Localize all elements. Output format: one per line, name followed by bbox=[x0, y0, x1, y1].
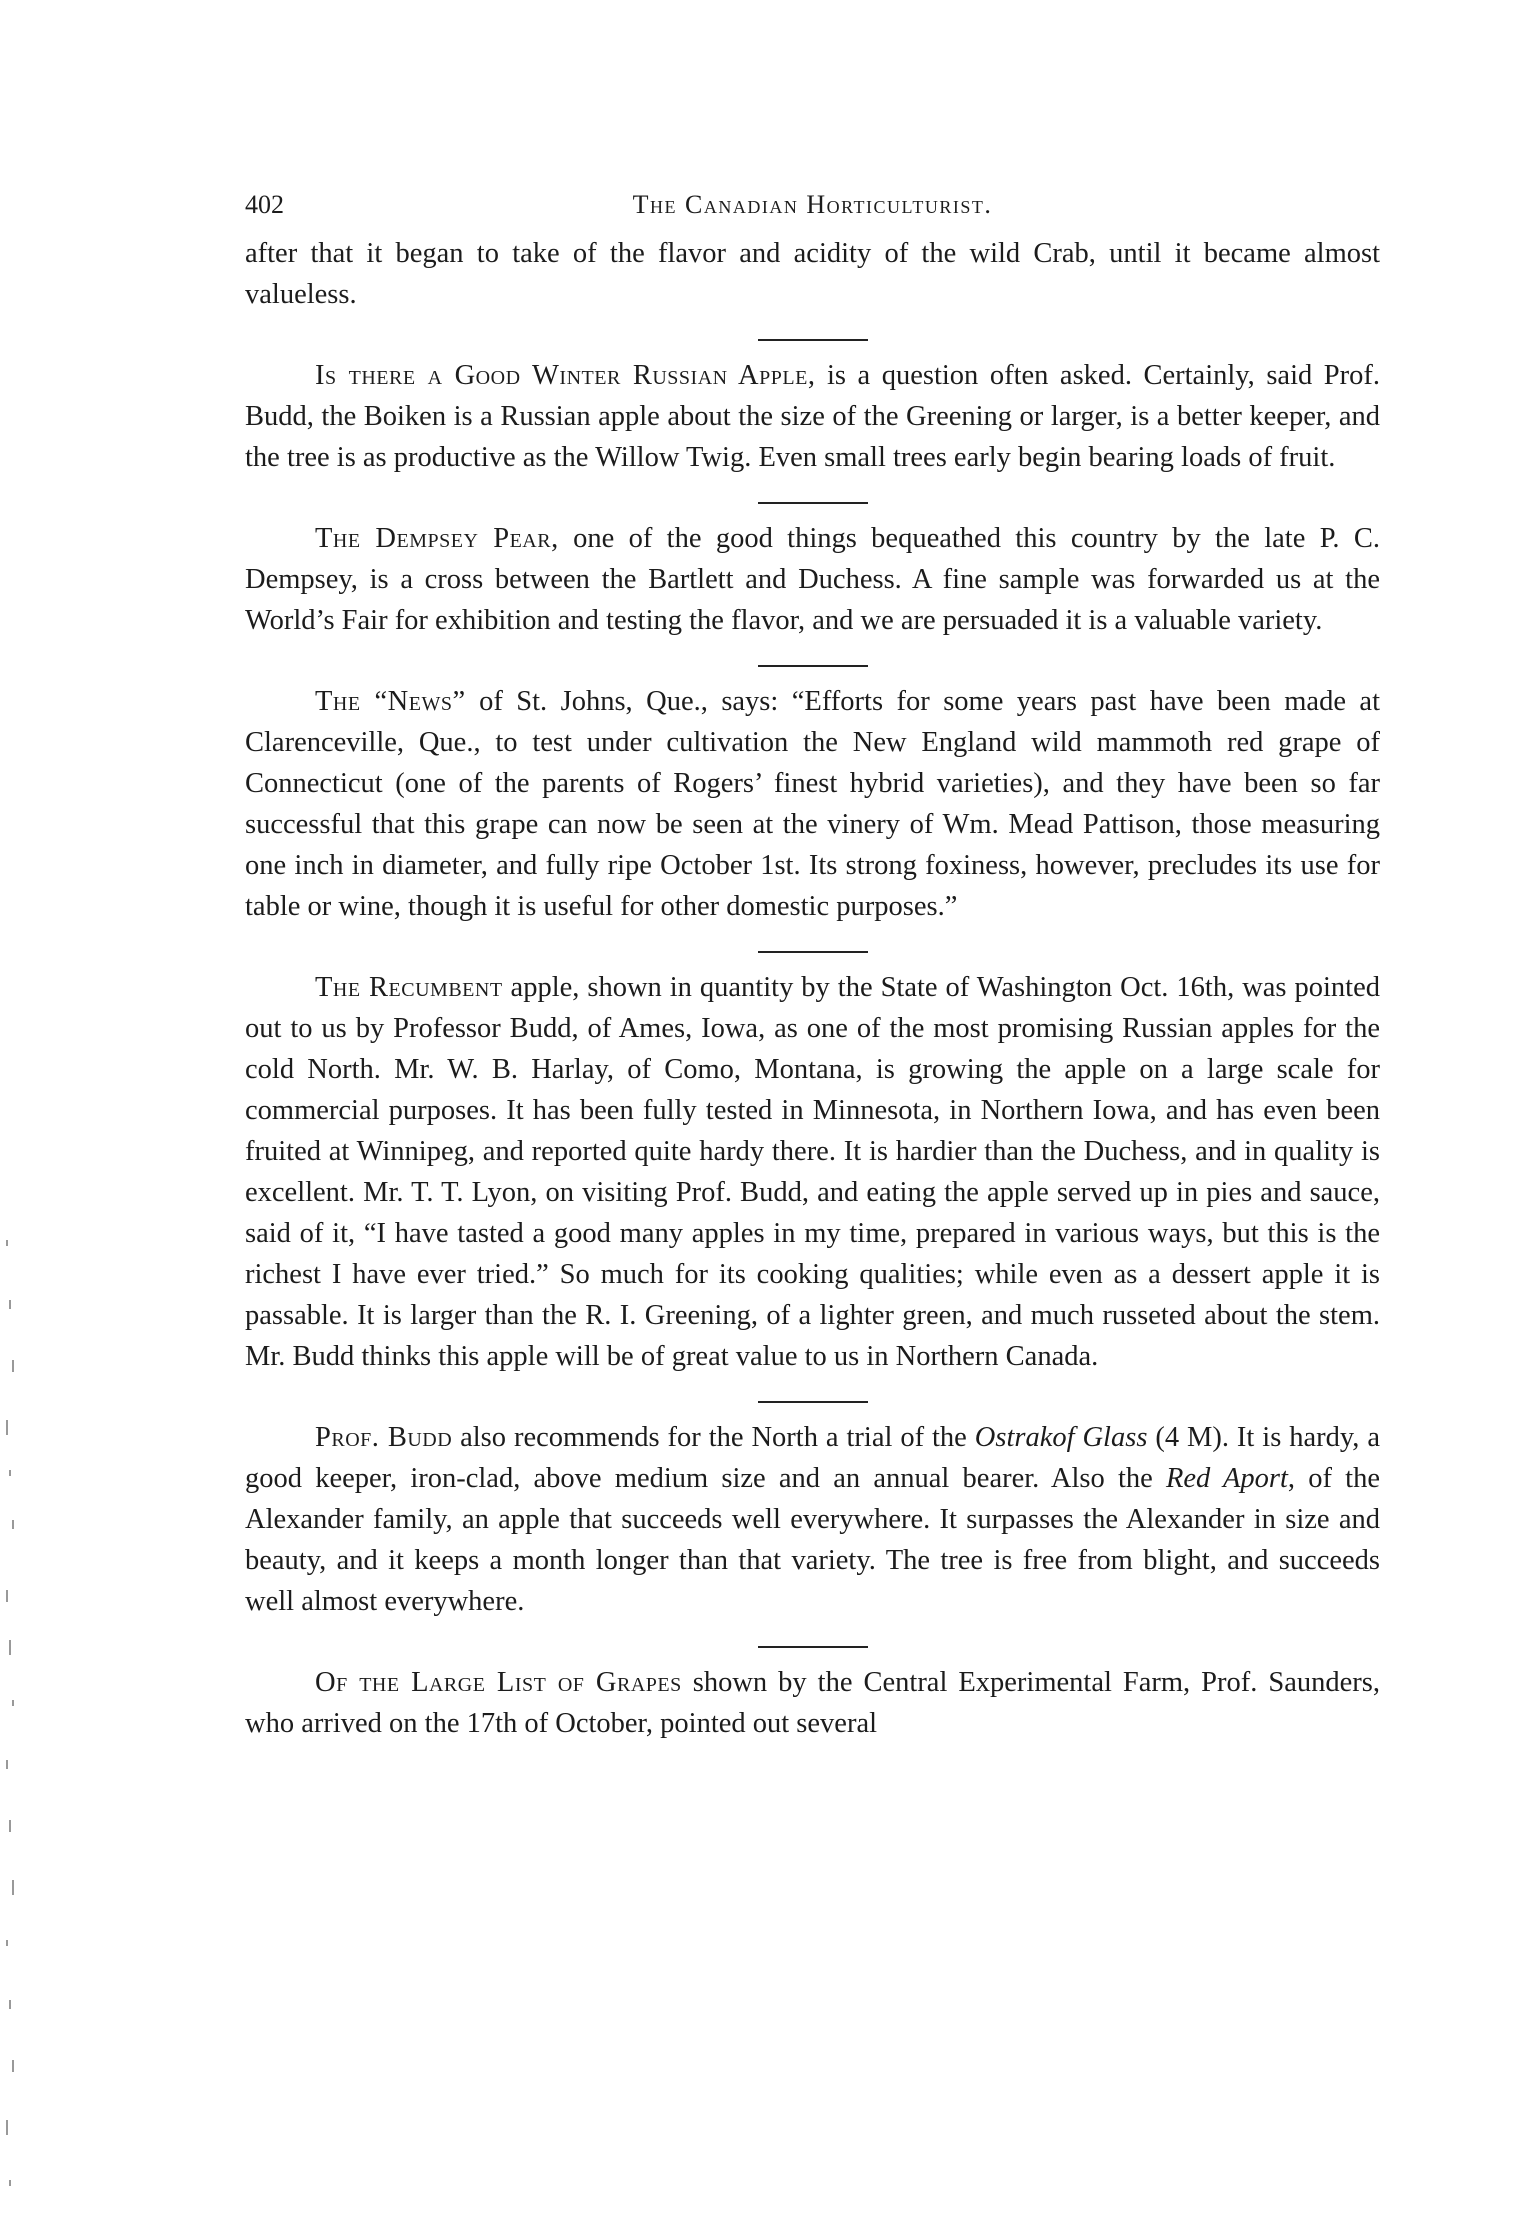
scan-speck bbox=[12, 1360, 14, 1372]
section-divider bbox=[758, 502, 868, 504]
paragraph-crab-flavor bbox=[245, 233, 1380, 315]
paragraph-lead: Prof. Budd bbox=[315, 1422, 453, 1453]
page-header bbox=[245, 185, 1380, 225]
scan-speck bbox=[12, 1520, 14, 1529]
section-divider bbox=[758, 339, 868, 341]
scan-speck bbox=[9, 1820, 11, 1832]
paragraph-text-part: , of the Alexander family, an apple that succeeds well everywhere. It surpasses the Alexander in size and beauty, and it keeps a month longer than that variety. The tree is free from blight, and succeeds well almost everywhere. bbox=[245, 1463, 1381, 1617]
paragraph-winter-russian-apple bbox=[245, 355, 1380, 478]
paragraph-lead: The Dempsey Pear, bbox=[315, 523, 559, 554]
scan-speck bbox=[12, 1700, 14, 1706]
scan-speck bbox=[9, 1470, 11, 1476]
article-body bbox=[245, 233, 1380, 1744]
paragraph-text: is a question often asked. Certainly, said Prof. Budd, the Boiken is a Russian apple about the size of the Greening or larger, is a better keeper, and the tree is as productive as the Willow Twig. Even small trees early begin bearing loads of fruit. bbox=[245, 360, 1380, 473]
paragraph-large-list-grapes bbox=[245, 1662, 1380, 1744]
section-divider bbox=[758, 1401, 868, 1403]
scan-speck bbox=[12, 2060, 14, 2072]
book-page bbox=[245, 185, 1380, 1744]
running-title: The Canadian Horticulturist. bbox=[632, 190, 993, 219]
paragraph-text: one of the good things bequeathed this country by the late P. C. Dempsey, is a cross between the Bartlett and Duchess. A fine sample was forwarded us at the World’s Fair for exhibition and testing the flavor, and we are persuaded it is a valuable variety. bbox=[245, 523, 1380, 636]
section-divider bbox=[758, 951, 868, 953]
paragraph-text-part: also recommends for the North a trial of the bbox=[452, 1422, 975, 1453]
variety-name-italic: Red Aport bbox=[1165, 1463, 1288, 1494]
scan-speck bbox=[9, 2180, 11, 2186]
paragraph-prof-budd bbox=[245, 1417, 1380, 1622]
paragraph-lead: The Recumbent bbox=[315, 972, 503, 1003]
paragraph-text: apple, shown in quantity by the State of Washington Oct. 16th, was pointed out to us by Professor Budd, of Ames, Iowa, as one of the most promising Russian apples for the cold North. Mr. W. B. Harlay, of Como, Montana, is growing the apple on a large scale for commercial purposes. It has been fully tested in Minnesota, in Northern Iowa, and has even been fruited at Winnipeg, and reported quite hardy there. It is hardier than the Duchess, and in quality is excellent. Mr. T. T. Lyon, on visiting Prof. Budd, and eating the apple served up in pies and sauce, said of it, “I have tasted a good many apples in my time, prepared in various ways, but this is the richest I have ever tried.” So much for its cooking qualities; while even as a dessert apple it is passable. It is larger than the R. I. Greening, of a lighter green, and much russeted about the stem. Mr. Budd thinks this apple will be of great value to us in Northern Canada. bbox=[245, 972, 1380, 1372]
section-divider bbox=[758, 1646, 868, 1648]
scan-speck bbox=[6, 1760, 8, 1769]
scan-speck bbox=[9, 1300, 11, 1309]
scan-speck bbox=[6, 1420, 8, 1435]
section-divider bbox=[758, 665, 868, 667]
paragraph-news-st-johns bbox=[245, 681, 1380, 927]
paragraph-text: of St. Johns, Que., says: “Efforts for some years past have been made at Clarenceville, Que., to test under cultivation the New England wild mammoth red grape of Connecticut (one of the parents of Rogers’ finest hybrid varieties), and they have been so far successful that this grape can now be seen at the vinery of Wm. Mead Pattison, those measuring one inch in diameter, and fully ripe October 1st. Its strong foxiness, however, precludes its use for table or wine, though it is useful for other domestic purposes.” bbox=[245, 686, 1380, 922]
paragraph-dempsey-pear bbox=[245, 518, 1380, 641]
paragraph-text: shown by the Central Experimental Farm, Prof. Saunders, who arrived on the 17th of October, pointed out several bbox=[245, 1667, 1380, 1739]
scan-speck bbox=[6, 1240, 8, 1246]
scan-speck bbox=[9, 1640, 11, 1655]
paragraph-text-part: (4 M). It is hardy, a good keeper, iron-clad, above medium size and an annual bearer. Also the bbox=[245, 1422, 1380, 1494]
paragraph-lead: The “News” bbox=[315, 686, 466, 717]
scan-margin-specks bbox=[0, 0, 30, 2238]
scan-speck bbox=[6, 1940, 8, 1946]
paragraph-lead: Is there a Good Winter Russian Apple, bbox=[315, 360, 816, 391]
scan-speck bbox=[12, 1880, 14, 1895]
paragraph-lead: Of the Large List of Grapes bbox=[315, 1667, 682, 1698]
paragraph-recumbent-apple bbox=[245, 967, 1380, 1377]
scan-speck bbox=[9, 2000, 11, 2009]
scan-speck bbox=[6, 2120, 8, 2135]
scan-speck bbox=[6, 1590, 8, 1602]
paragraph-text: after that it began to take of the flavor and acidity of the wild Crab, until it became almost valueless. bbox=[245, 238, 1380, 310]
page-number: 402 bbox=[245, 190, 284, 219]
variety-name-italic: Ostrakof Glass bbox=[974, 1422, 1148, 1453]
